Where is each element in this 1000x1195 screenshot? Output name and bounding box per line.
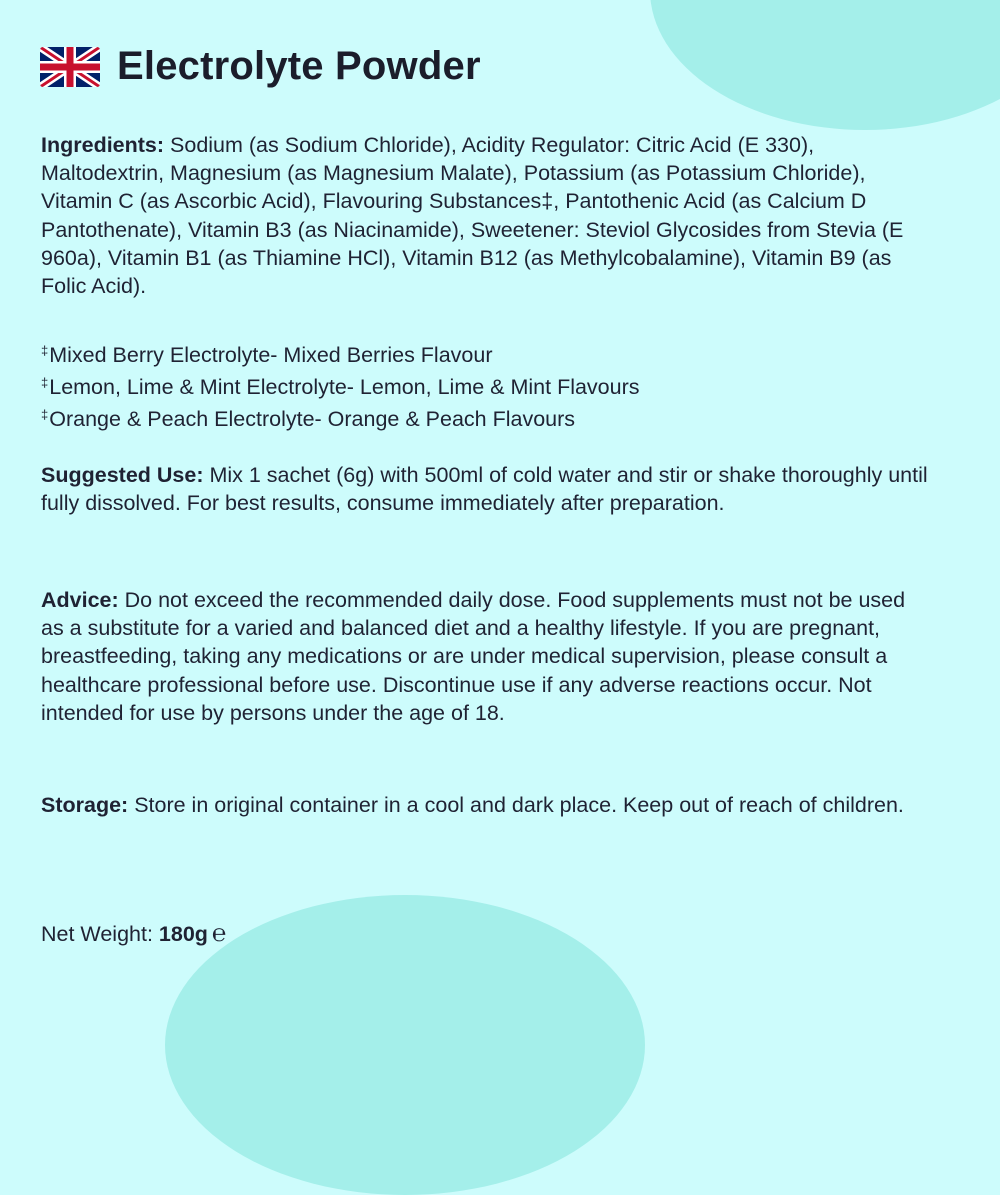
advice-section [41,586,931,727]
flavour-text: Orange & Peach Electrolyte- Orange & Peach Flavours [49,407,576,432]
flavours-section [41,337,931,434]
flavour-mark: ‡ [41,343,49,358]
flavour-line [41,401,931,433]
advice-label: Advice: [41,588,119,612]
ingredients-text: Sodium (as Sodium Chloride), Acidity Regulator: Citric Acid (E 330), Maltodextrin, Magnesium (as Magnesium Malate), Potassium (as Potassium Chloride), Vitamin C (as Ascorbic Acid), Flavouring Substances‡, Pantothenic Acid (as Calcium D Pantothenate), Vitamin B3 (as Niacinamide), Sweetener: Steviol Glycosides from Stevia (E 960a), Vitamin B1 (as Thiamine HCl), Vitamin B12 (as Methylcobalamine), Vitamin B9 (as Folic Acid). [41,133,904,299]
flavour-line [41,369,931,401]
suggested-use-text: Mix 1 sachet (6g) with 500ml of cold water and stir or shake thoroughly until fully dissolved. For best results, consume immediately after preparation. [41,463,928,516]
net-weight-section [41,920,931,948]
estimated-sign-icon: ℮ [211,920,227,947]
flavour-line [41,337,931,369]
flavour-text: Mixed Berry Electrolyte- Mixed Berries Flavour [49,343,493,367]
suggested-use-label: Suggested Use: [41,463,204,487]
advice-text: Do not exceed the recommended daily dose. Food supplements must not be used as a substitute for a varied and balanced diet and a healthy lifestyle. If you are pregnant, breastfeeding, taking any medications or are under medical supervision, please consult a healthcare professional before use. Discontinue use if any adverse reactions occur. Not intended for use by persons under the age of 18. [41,588,906,725]
flavour-mark: ‡ [41,375,49,391]
decorative-blob-top-right [650,0,1000,130]
flavour-mark: ‡ [41,407,49,423]
net-weight-value: 180g [158,922,208,946]
storage-label: Storage: [41,793,129,817]
flavour-text: Lemon, Lime & Mint Electrolyte- Lemon, Lime & Mint Flavours [49,375,640,400]
page-title: Electrolyte Powder [117,44,481,88]
header [40,44,481,89]
suggested-use-section [41,461,931,517]
storage-text: Store in original container in a cool and dark place. Keep out of reach of children. [128,793,904,817]
net-weight-label: Net Weight: [41,922,159,946]
ingredients-section [41,131,931,300]
ingredients-label: Ingredients: [41,133,165,157]
uk-flag-icon [40,47,100,87]
storage-section [41,791,931,819]
